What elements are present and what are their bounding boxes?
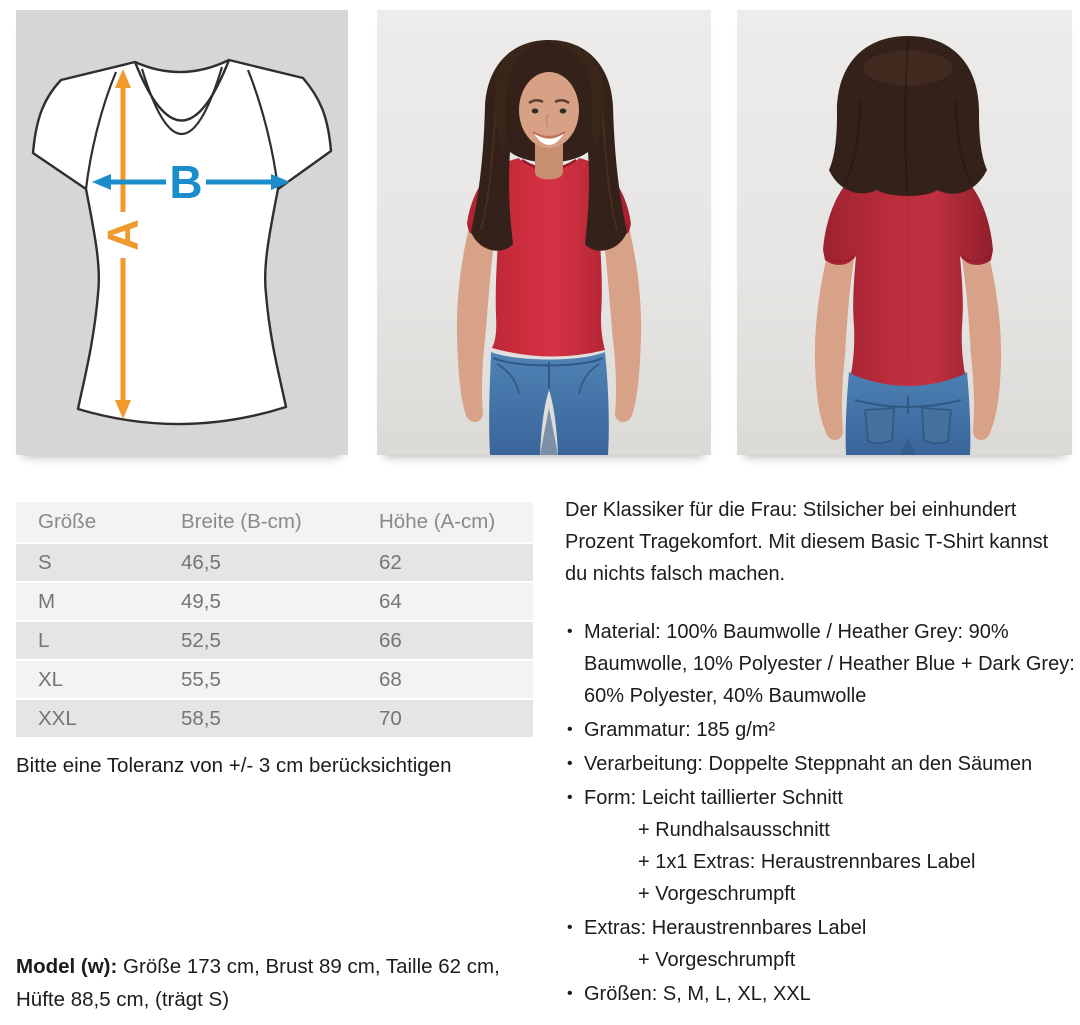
size-table-header-size: Größe bbox=[16, 502, 159, 542]
table-row bbox=[16, 622, 533, 659]
table-cell: L bbox=[16, 622, 159, 659]
table-cell: S bbox=[16, 544, 159, 581]
table-cell: XXL bbox=[16, 700, 159, 737]
size-table-header-height: Höhe (A-cm) bbox=[357, 502, 533, 542]
table-row bbox=[16, 544, 533, 581]
feature-text: Größen: S, M, L, XL, XXL bbox=[584, 983, 811, 1005]
feature-text: Material: 100% Baumwolle / Heather Grey: 90% Baumwolle, 10% Polyester / Heather Blue + Dark Grey: 60% Polyester, 40% Baumwolle bbox=[584, 621, 1075, 707]
table-cell: 62 bbox=[357, 544, 533, 581]
table-cell: 64 bbox=[357, 583, 533, 620]
model-info bbox=[16, 950, 541, 1016]
feature-subline: + Vorgeschrumpft bbox=[638, 883, 796, 905]
feature-item bbox=[565, 616, 1075, 712]
size-diagram-image bbox=[16, 10, 348, 455]
feature-item bbox=[565, 748, 1075, 780]
model-back-graphic bbox=[737, 10, 1072, 455]
feature-text: Form: Leicht taillierter Schnitt bbox=[584, 787, 843, 809]
table-cell: 55,5 bbox=[159, 661, 357, 698]
feature-text: Extras: Heraustrennbares Label bbox=[584, 917, 867, 939]
feature-subline: + Rundhalsausschnitt bbox=[638, 819, 830, 841]
size-table-body bbox=[16, 544, 533, 737]
table-cell: 66 bbox=[357, 622, 533, 659]
model-info-label: Model (w): bbox=[16, 955, 118, 978]
model-back-photo bbox=[737, 10, 1072, 455]
table-row bbox=[16, 661, 533, 698]
table-cell: XL bbox=[16, 661, 159, 698]
table-cell: 70 bbox=[357, 700, 533, 737]
feature-item bbox=[565, 782, 1075, 910]
description-intro: Der Klassiker für die Frau: Stilsicher bei einhundert Prozent Tragekomfort. Mit diesem Basic T-Shirt kannst du nichts falsch machen. bbox=[565, 499, 1049, 585]
table-cell: 58,5 bbox=[159, 700, 357, 737]
height-arrow-label: A bbox=[98, 219, 148, 251]
tolerance-note: Bitte eine Toleranz von +/- 3 cm berücksichtigen bbox=[16, 754, 452, 777]
model-info-details: Größe 173 cm, Brust 89 cm, Taille 62 cm, Hüfte 88,5 cm, (trägt S) bbox=[16, 955, 500, 1011]
size-table-header-row bbox=[16, 502, 533, 542]
width-arrow-label: B bbox=[169, 156, 203, 208]
feature-item bbox=[565, 714, 1075, 746]
feature-subline: + 1x1 Extras: Heraustrennbares Label bbox=[638, 851, 976, 873]
size-diagram-graphic bbox=[16, 10, 348, 455]
size-table bbox=[16, 500, 533, 739]
feature-text: Verarbeitung: Doppelte Steppnaht an den Säumen bbox=[584, 753, 1033, 775]
feature-item bbox=[565, 912, 1075, 976]
hair-back-view bbox=[829, 36, 987, 196]
feature-text: Grammatur: 185 g/m² bbox=[584, 719, 776, 741]
model-front-graphic bbox=[377, 10, 711, 455]
face bbox=[519, 72, 579, 148]
table-cell: 52,5 bbox=[159, 622, 357, 659]
size-table-header-width: Breite (B-cm) bbox=[159, 502, 357, 542]
feature-item bbox=[565, 978, 1075, 1010]
table-cell: 46,5 bbox=[159, 544, 357, 581]
tshirt-outline bbox=[33, 60, 331, 424]
model-front-photo bbox=[377, 10, 711, 455]
table-row bbox=[16, 700, 533, 737]
table-cell: 49,5 bbox=[159, 583, 357, 620]
table-cell: M bbox=[16, 583, 159, 620]
product-description bbox=[565, 494, 1075, 1012]
table-row bbox=[16, 583, 533, 620]
feature-subline: + Vorgeschrumpft bbox=[638, 949, 796, 971]
feature-list bbox=[565, 616, 1075, 1010]
table-cell: 68 bbox=[357, 661, 533, 698]
